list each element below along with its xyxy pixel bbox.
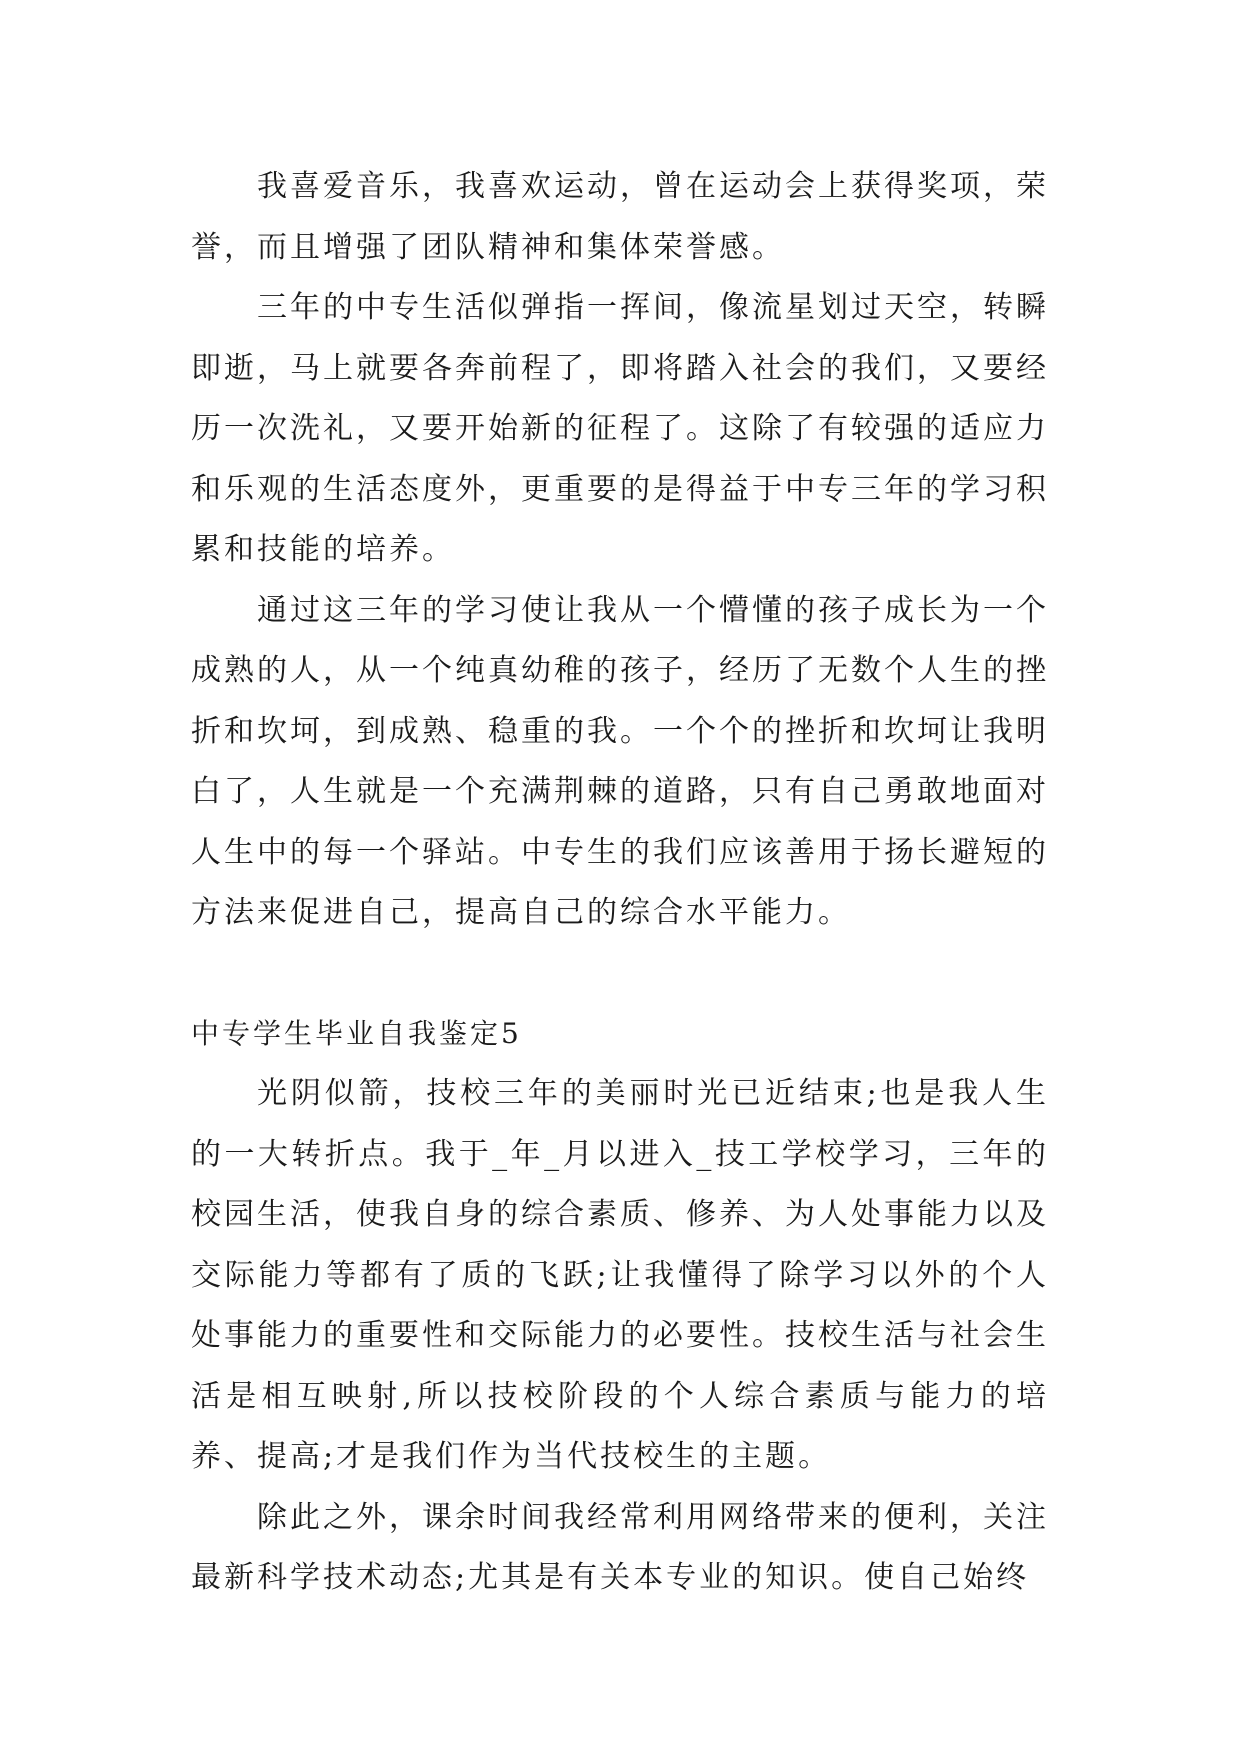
paragraph-growth: 通过这三年的学习使让我从一个懵懂的孩子成长为一个成熟的人，从一个纯真幼稚的孩子，经历了无数个人生的挫折和坎坷，到成熟、稳重的我。一个个的挫折和坎坷让我明白了，人生就是一个充满荆棘的道路，只有自己勇敢地面对人生中的每一个驿站。中专生的我们应该善用于扬长避短的方法来促进自己，提高自己的综合水平能力。 xyxy=(191,592,1049,930)
section-heading: 中专学生毕业自我鉴定5 xyxy=(191,1016,522,1050)
paragraph-hobbies: 我喜爱音乐，我喜欢运动，曾在运动会上获得奖项，荣誉，而且增强了团队精神和集体荣誉感。 xyxy=(191,169,1049,265)
paragraph-three-years: 三年的中专生活似弹指一挥间，像流星划过天空，转瞬即逝，马上就要各奔前程了，即将踏入社会的我们，又要经历一次洗礼，又要开始新的征程了。这除了有较强的适应力和乐观的生活态度外，更重要的是得益于中专三年的学习积累和技能的培养。 xyxy=(191,290,1049,567)
paragraph-technical-school: 光阴似箭，技校三年的美丽时光已近结束;也是我人生的一大转折点。我于_年_月以进入_技工学校学习，三年的校园生活，使我自身的综合素质、修养、为人处事能力以及交际能力等都有了质的飞跃;让我懂得了除学习以外的个人处事能力的重要性和交际能力的必要性。技校生活与社会生活是相互映射,所以技校阶段的个人综合素质与能力的培养、提高;才是我们作为当代技校生的主题。 xyxy=(191,1076,1049,1474)
document-body xyxy=(191,157,1049,1609)
paragraph-extracurricular: 除此之外，课余时间我经常利用网络带来的便利，关注最新科学技术动态;尤其是有关本专业的知识。使自己始终 xyxy=(191,1499,1049,1595)
